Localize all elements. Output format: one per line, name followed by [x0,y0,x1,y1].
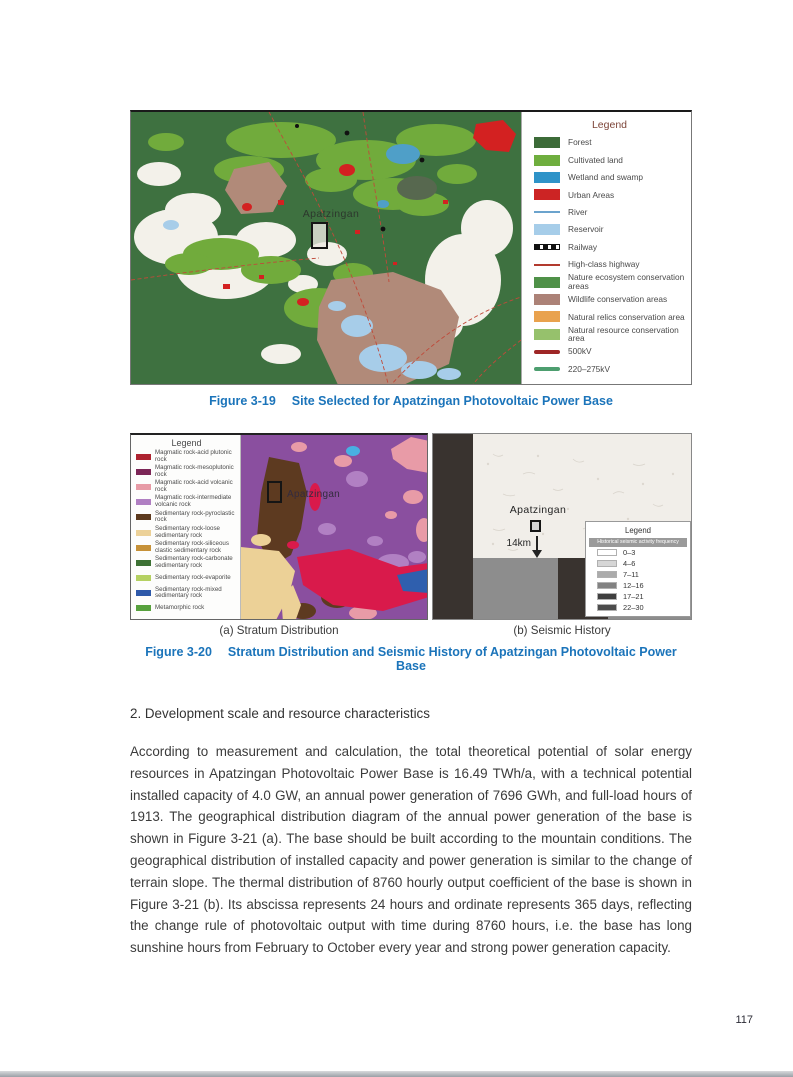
legend-item [589,580,687,591]
seismic-swatch [597,593,617,600]
page-bottom-edge [0,1071,793,1077]
legend-item [136,571,237,586]
site-marker-rect [530,520,541,532]
caption-title: Site Selected for Apatzingan Photovoltaic Power Base [291,394,613,408]
site-marker-rect [267,481,282,503]
highway-swatch [534,264,560,266]
stratum-swatch [136,514,151,520]
legend-item [136,510,237,525]
stratum-swatch [136,499,151,505]
stratum-swatch [136,575,151,581]
seismic-swatch [597,604,617,611]
legend-item [534,291,685,308]
stratum-swatch [136,454,151,460]
seismic-legend [585,521,691,617]
legend-label: Sedimentary rock-carbonate sedimentary rock [155,555,233,569]
stratum-map-graphic [241,435,427,619]
forest-swatch [534,137,560,148]
legend-item [136,479,237,494]
wildlife-swatch [534,294,560,305]
stratum-swatch [136,605,151,611]
subcaption-b: (b) Seismic History [513,624,611,637]
urban-swatch [534,189,560,200]
legend-header: Historical seismic activity frequency [589,538,687,547]
legend-item [136,464,237,479]
stratum-swatch [136,545,151,551]
legend-item [534,134,685,151]
legend-item [534,151,685,168]
legend-item [136,525,237,540]
legend-label: Magmatic rock-acid volcanic rock [155,479,233,493]
legend-title: Legend [591,119,628,131]
landuse-map [131,112,521,384]
legend-item [589,547,687,558]
legend-label: Sedimentary rock-evaporite [155,573,231,581]
legend-item [589,602,687,613]
legend-title: Legend [624,526,652,535]
legend-label: Urban Areas [568,189,615,200]
legend-item [534,360,685,377]
subcaption-a: (a) Stratum Distribution [219,624,339,637]
distance-label: 14km [506,538,531,549]
legend-item [136,586,237,601]
stratum-map [241,435,427,619]
legend-label: Wetland and swamp [568,172,644,183]
legend-item [534,308,685,325]
legend-label: 0–3 [623,548,636,557]
figure-3-19 [130,110,692,385]
legend-item [534,239,685,256]
map-city-label: Apatzingan [302,208,360,220]
legend-label: 7–11 [623,570,639,579]
legend-item [136,540,237,555]
river-swatch [534,211,560,213]
legend-item [534,326,685,343]
legend-title: Legend [171,438,202,448]
seismic-map [433,434,692,620]
reservoir-swatch [534,224,560,235]
legend-label: Forest [568,137,592,148]
arrow-down-icon [532,550,542,558]
legend-label: 500kV [568,346,592,357]
seismic-swatch [597,549,617,556]
seismic-swatch [597,582,617,589]
legend-item [534,169,685,186]
caption-label: Figure 3-20 [145,645,212,659]
body-paragraph: According to measurement and calculation, the total theoretical potential of solar energy resources in Apatzingan Photovoltaic Power Base is 16.49 TWh/a, with a technical potential installed capacity of 4.0 GW, an annual power generation of 7696 GWh, and full-load hours of 1913. The geographical distribution diagram of the annual power generation of the base is shown in Figure 3-21 (a). The base should be built according to the mountain conditions. The geographical distribution of installed capacity and power generation is similar to the change of terrain slope. The thermal distribution of 8760 hourly output coefficient of the base is shown in Figure 3-21 (b). Its abscissa represents 24 hours and ordinate represents 365 days, reflecting the change rule of photovoltaic output with time during 8760 hours, i.e. the base has long sunshine hours from February to October every year and strong power generation capacity. [130,744,692,956]
wetland-swatch [534,172,560,183]
legend-label: 12–16 [623,581,644,590]
legend-item [136,555,237,570]
landuse-legend [521,112,691,384]
map-city-label: Apatzingan [509,504,567,516]
legend-label: Metamorphic rock [155,604,205,612]
seismic-swatch [597,571,617,578]
stratum-swatch [136,530,151,536]
legend-label: 220–275kV [568,363,610,374]
kv500-swatch [534,350,560,354]
figure-3-20a-stratum [130,433,428,620]
map-city-label: Apatzingan [287,489,341,500]
legend-item [589,558,687,569]
legend-label: Magmatic rock-mesoplutonic rock [155,464,234,478]
site-marker-rect [311,222,328,249]
ecosystem-swatch [534,277,560,288]
figure-3-19-caption [130,394,692,408]
relics-swatch [534,311,560,322]
page-number: 117 [735,1014,753,1026]
legend-label: Railway [568,241,598,252]
legend-item [534,273,685,290]
legend-label: Nature ecosystem conservation areas [568,272,685,292]
legend-label: Magmatic rock-acid plutonic rock [155,448,232,463]
figure-3-20b-seismic [432,433,692,620]
legend-label: Sedimentary rock-mixed sedimentary rock [155,585,222,600]
kv220-swatch [534,367,560,371]
legend-item [534,186,685,203]
legend-item [534,256,685,273]
legend-item [136,601,237,616]
stratum-swatch [136,484,151,490]
cultivated-swatch [534,155,560,166]
legend-item [136,495,237,510]
legend-item [534,343,685,360]
stratum-legend [131,435,241,619]
legend-item [534,221,685,238]
legend-item [136,449,237,464]
seismic-swatch [597,560,617,567]
stratum-swatch [136,469,151,475]
legend-item [534,204,685,221]
legend-label: Sedimentary rock-loose sedimentary rock [155,524,220,539]
stratum-swatch [136,560,151,566]
resource-swatch [534,329,560,340]
caption-title: Stratum Distribution and Seismic History of Apatzingan Photovoltaic Power Base [227,645,677,673]
legend-item [589,569,687,580]
section-heading: 2. Development scale and resource characteristics [130,706,430,721]
legend-label: High-class highway [568,259,640,270]
railway-swatch [534,244,560,250]
figure-3-20-caption [130,645,692,673]
stratum-swatch [136,590,151,596]
legend-label: Natural relics conservation area [568,311,685,322]
legend-label: 17–21 [623,592,644,601]
legend-label: 4–6 [623,559,636,568]
legend-label: Sedimentary rock-siliceous clastic sedimentary rock [155,540,229,554]
caption-label: Figure 3-19 [209,394,276,408]
legend-label: Natural resource conservation area [568,324,679,344]
legend-label: Cultivated land [568,154,623,165]
legend-label: Sedimentary rock-pyroclastic rock [155,509,235,524]
legend-label: Wildlife conservation areas [568,294,668,305]
arrow-down-icon [536,536,538,551]
legend-label: Reservoir [568,224,604,235]
legend-label: 22–30 [623,603,644,612]
legend-label: Magmatic rock-intermediate volcanic rock [155,494,232,509]
legend-label: River [568,207,588,218]
legend-item [589,591,687,602]
